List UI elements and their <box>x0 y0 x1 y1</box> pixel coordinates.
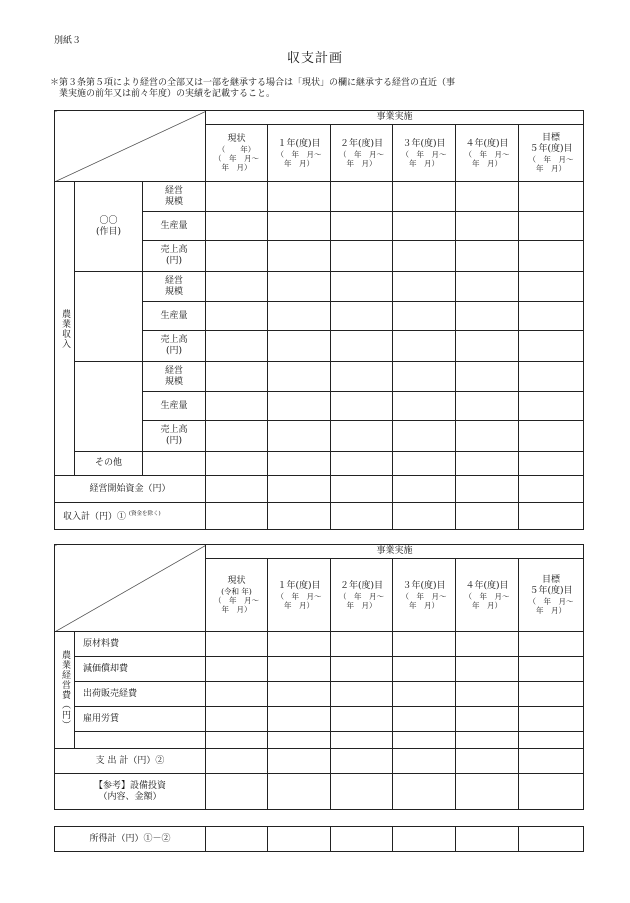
input-cell[interactable] <box>456 657 519 682</box>
item-text: (円) <box>165 436 183 446</box>
input-cell[interactable] <box>331 682 393 707</box>
input-cell[interactable] <box>268 421 331 452</box>
item-text: (円) <box>165 256 183 266</box>
col-year-2 <box>331 559 393 632</box>
instruction-note <box>50 78 590 100</box>
input-cell[interactable] <box>519 476 584 503</box>
input-cell[interactable] <box>456 392 519 421</box>
col-sub: （ 年 月～ <box>276 591 322 601</box>
income-total-note: (資金を除く) <box>128 511 161 517</box>
col-sub: （ 年 月～ <box>528 597 574 606</box>
col-sub: （ 年 月～ <box>401 149 447 159</box>
start-funds-label: 経営開始資金（円） <box>55 476 206 503</box>
input-cell[interactable] <box>456 331 519 362</box>
col-year-2 <box>331 125 393 182</box>
input-cell[interactable] <box>393 774 456 810</box>
expense-item-shipping: 出荷販売経費 <box>75 682 206 707</box>
col-sub: 年 月） <box>221 605 252 614</box>
input-cell[interactable] <box>206 182 268 212</box>
income-total-label <box>55 503 206 530</box>
input-cell[interactable] <box>331 632 393 657</box>
input-cell[interactable] <box>331 331 393 362</box>
expense-item-materials: 原材料費 <box>75 632 206 657</box>
header-corner <box>55 545 206 632</box>
input-cell[interactable] <box>456 241 519 272</box>
input-cell[interactable] <box>206 452 268 476</box>
input-cell[interactable] <box>206 272 268 302</box>
input-cell[interactable] <box>331 182 393 212</box>
net-income-table <box>54 826 584 852</box>
item-text: 売上高 <box>160 425 188 435</box>
input-cell[interactable] <box>393 827 456 852</box>
input-cell[interactable] <box>519 682 584 707</box>
col-sub: （ 年 月～ <box>339 149 385 159</box>
input-cell[interactable] <box>331 707 393 732</box>
col-sub: 年 月） <box>536 164 567 173</box>
ref-line-1: 【参考】設備投資 <box>93 780 166 791</box>
input-cell[interactable] <box>393 682 456 707</box>
item-text: (円) <box>165 346 183 356</box>
input-cell[interactable] <box>206 682 268 707</box>
input-cell[interactable] <box>519 657 584 682</box>
input-cell[interactable] <box>331 503 393 530</box>
col-title: ５年(度)目 <box>529 586 573 596</box>
input-cell[interactable] <box>206 827 268 852</box>
col-sub: 年 月） <box>221 163 252 172</box>
input-cell[interactable] <box>206 707 268 732</box>
input-cell[interactable] <box>268 362 331 392</box>
input-cell[interactable] <box>456 774 519 810</box>
input-cell[interactable] <box>393 452 456 476</box>
crop-name: 〇〇 <box>99 215 118 226</box>
note-line-2: 業実施の前年又は前々年度）の実績を記載すること。 <box>59 89 276 99</box>
input-cell[interactable] <box>206 657 268 682</box>
input-cell[interactable] <box>393 421 456 452</box>
col-year-1 <box>268 559 331 632</box>
col-title: ４年(度)目 <box>465 580 509 591</box>
col-sub: (令和 年) <box>221 587 252 596</box>
col-current <box>206 559 268 632</box>
col-sub: （ 年 月～ <box>214 596 259 605</box>
col-sub: 年 月） <box>472 158 503 168</box>
col-year-4 <box>456 125 519 182</box>
input-cell[interactable] <box>206 774 268 810</box>
input-cell[interactable] <box>393 362 456 392</box>
group-header: 事業実施 <box>206 111 584 125</box>
income-table <box>54 110 584 530</box>
input-cell[interactable] <box>456 362 519 392</box>
input-cell[interactable] <box>331 241 393 272</box>
input-cell[interactable] <box>456 732 519 749</box>
col-sub: （ 年 月～ <box>464 149 510 159</box>
col-year-3 <box>393 125 456 182</box>
item-text: 経営 <box>165 365 184 376</box>
input-cell[interactable] <box>456 682 519 707</box>
item-production: 生産量 <box>143 212 206 241</box>
item-text: 売上高 <box>160 245 188 255</box>
input-cell[interactable] <box>268 632 331 657</box>
input-cell[interactable] <box>393 212 456 241</box>
input-cell[interactable] <box>456 302 519 331</box>
item-sales <box>143 241 206 272</box>
input-cell[interactable] <box>268 241 331 272</box>
item-text: 売上高 <box>160 335 188 345</box>
group-header: 事業実施 <box>206 545 584 559</box>
side-label-farm-expense: 農業経営費（円） <box>55 632 75 749</box>
input-cell[interactable] <box>519 212 584 241</box>
col-current <box>206 125 268 182</box>
input-cell[interactable] <box>456 749 519 774</box>
input-cell[interactable] <box>268 749 331 774</box>
col-sub: 年 月） <box>346 158 377 168</box>
expense-table <box>54 544 584 810</box>
input-cell[interactable] <box>519 732 584 749</box>
input-cell[interactable] <box>456 212 519 241</box>
input-cell[interactable] <box>268 212 331 241</box>
input-cell[interactable] <box>331 732 393 749</box>
col-target <box>519 125 584 182</box>
income-total-text: 収入計（円）① <box>63 512 127 522</box>
col-sub: （ 年 月～ <box>214 154 260 163</box>
input-cell[interactable] <box>393 657 456 682</box>
input-cell[interactable] <box>519 272 584 302</box>
expense-item-labor: 雇用労賃 <box>75 707 206 732</box>
col-target <box>519 559 584 632</box>
input-cell[interactable] <box>268 182 331 212</box>
col-sub: （ 年） <box>217 145 256 154</box>
input-cell[interactable] <box>331 749 393 774</box>
input-cell[interactable] <box>268 707 331 732</box>
col-year-3 <box>393 559 456 632</box>
input-cell[interactable] <box>519 241 584 272</box>
input-cell[interactable] <box>331 362 393 392</box>
input-cell[interactable] <box>456 827 519 852</box>
col-title: ３年(度)目 <box>402 580 446 591</box>
col-sub: （ 年 月～ <box>401 591 447 601</box>
input-cell[interactable] <box>456 421 519 452</box>
input-cell[interactable] <box>268 392 331 421</box>
input-cell[interactable] <box>519 302 584 331</box>
input-cell[interactable] <box>206 421 268 452</box>
col-title: 目標 <box>542 575 561 585</box>
input-cell[interactable] <box>393 182 456 212</box>
col-sub: （ 年 月～ <box>276 149 322 159</box>
expense-total-label: 支 出 計（円）② <box>55 749 206 774</box>
col-sub: 年 月） <box>409 600 439 610</box>
col-title: 現状 <box>227 134 246 144</box>
side-label-farm-income: 農業収入 <box>55 182 75 476</box>
col-sub: 年 月） <box>536 606 567 615</box>
input-cell[interactable] <box>519 392 584 421</box>
input-cell[interactable] <box>519 421 584 452</box>
note-line-1: ＊第３条第５項により経営の全部又は一部を継承する場合は「現状」の欄に継承する経営の直近（事 <box>50 78 456 88</box>
item-scale <box>143 362 206 392</box>
item-sales <box>143 421 206 452</box>
ref-line-2: （内容、金額） <box>98 791 162 802</box>
expense-item-blank[interactable] <box>75 732 206 749</box>
input-cell[interactable] <box>331 657 393 682</box>
page-title: 収支計画 <box>286 51 343 66</box>
input-cell[interactable] <box>393 241 456 272</box>
input-cell[interactable] <box>393 272 456 302</box>
input-cell[interactable] <box>331 272 393 302</box>
input-cell[interactable] <box>206 732 268 749</box>
col-sub: （ 年 月～ <box>464 591 510 601</box>
input-cell[interactable] <box>393 707 456 732</box>
input-cell[interactable] <box>268 682 331 707</box>
item-scale <box>143 182 206 212</box>
col-title: ２年(度)目 <box>340 138 384 149</box>
col-title: 目標 <box>542 133 561 143</box>
input-cell[interactable] <box>206 212 268 241</box>
input-cell[interactable] <box>268 476 331 503</box>
input-cell[interactable] <box>456 707 519 732</box>
input-cell[interactable] <box>206 632 268 657</box>
input-cell[interactable] <box>519 632 584 657</box>
input-cell[interactable] <box>206 476 268 503</box>
net-income-label: 所得計（円）①－② <box>55 827 206 852</box>
col-sub: 年 月） <box>409 158 440 168</box>
col-year-4 <box>456 559 519 632</box>
item-scale <box>143 272 206 302</box>
col-title: ３年(度)目 <box>402 138 446 149</box>
other-blank[interactable] <box>143 452 206 476</box>
item-text: 規模 <box>165 286 184 297</box>
input-cell[interactable] <box>519 774 584 810</box>
input-cell[interactable] <box>519 182 584 212</box>
input-cell[interactable] <box>393 503 456 530</box>
col-title: １年(度)目 <box>277 138 321 149</box>
item-production: 生産量 <box>143 302 206 331</box>
col-sub: （ 年 月～ <box>339 591 384 601</box>
input-cell[interactable] <box>331 421 393 452</box>
input-cell[interactable] <box>268 452 331 476</box>
input-cell[interactable] <box>519 749 584 774</box>
input-cell[interactable] <box>331 452 393 476</box>
input-cell[interactable] <box>206 749 268 774</box>
input-cell[interactable] <box>519 452 584 476</box>
input-cell[interactable] <box>268 827 331 852</box>
input-cell[interactable] <box>331 302 393 331</box>
header-corner <box>55 111 206 182</box>
input-cell[interactable] <box>519 331 584 362</box>
input-cell[interactable] <box>331 827 393 852</box>
input-cell[interactable] <box>519 362 584 392</box>
input-cell[interactable] <box>331 476 393 503</box>
input-cell[interactable] <box>393 749 456 774</box>
input-cell[interactable] <box>268 331 331 362</box>
input-cell[interactable] <box>519 707 584 732</box>
input-cell[interactable] <box>206 392 268 421</box>
input-cell[interactable] <box>519 503 584 530</box>
input-cell[interactable] <box>393 392 456 421</box>
input-cell[interactable] <box>456 452 519 476</box>
input-cell[interactable] <box>206 362 268 392</box>
input-cell[interactable] <box>393 331 456 362</box>
input-cell[interactable] <box>456 632 519 657</box>
input-cell[interactable] <box>206 331 268 362</box>
item-text: 規模 <box>165 376 184 387</box>
input-cell[interactable] <box>268 657 331 682</box>
equipment-investment-label <box>55 774 206 810</box>
other-label: その他 <box>75 452 143 476</box>
item-text: 経営 <box>165 275 184 286</box>
input-cell[interactable] <box>393 732 456 749</box>
input-cell[interactable] <box>268 732 331 749</box>
input-cell[interactable] <box>268 774 331 810</box>
expense-item-depreciation: 減価償却費 <box>75 657 206 682</box>
input-cell[interactable] <box>456 182 519 212</box>
input-cell[interactable] <box>519 827 584 852</box>
col-title: ５年(度)目 <box>529 144 573 154</box>
crop-label <box>75 182 143 272</box>
input-cell[interactable] <box>331 392 393 421</box>
col-title: ４年(度)目 <box>465 138 509 149</box>
annex-label: 別紙３ <box>54 36 82 46</box>
input-cell[interactable] <box>206 241 268 272</box>
col-sub: （ 年 月～ <box>528 155 574 164</box>
col-title: 現状 <box>227 576 246 586</box>
input-cell[interactable] <box>331 774 393 810</box>
input-cell[interactable] <box>393 476 456 503</box>
input-cell[interactable] <box>268 503 331 530</box>
input-cell[interactable] <box>206 503 268 530</box>
input-cell[interactable] <box>456 476 519 503</box>
item-text: 経営 <box>165 185 184 196</box>
crop-label-blank[interactable] <box>75 362 143 452</box>
col-title: ２年(度)目 <box>339 580 384 591</box>
col-sub: 年 月） <box>346 600 377 610</box>
item-text: 規模 <box>165 196 184 207</box>
col-sub: 年 月） <box>284 158 315 168</box>
input-cell[interactable] <box>268 272 331 302</box>
item-sales <box>143 331 206 362</box>
input-cell[interactable] <box>393 302 456 331</box>
col-year-1 <box>268 125 331 182</box>
input-cell[interactable] <box>331 212 393 241</box>
input-cell[interactable] <box>456 503 519 530</box>
input-cell[interactable] <box>268 302 331 331</box>
item-production: 生産量 <box>143 392 206 421</box>
col-title: １年(度)目 <box>277 580 321 591</box>
col-sub: 年 月） <box>472 600 502 610</box>
input-cell[interactable] <box>393 632 456 657</box>
input-cell[interactable] <box>456 272 519 302</box>
col-sub: 年 月） <box>284 600 314 610</box>
crop-note: (作目) <box>95 226 122 237</box>
input-cell[interactable] <box>206 302 268 331</box>
crop-label-blank[interactable] <box>75 272 143 362</box>
